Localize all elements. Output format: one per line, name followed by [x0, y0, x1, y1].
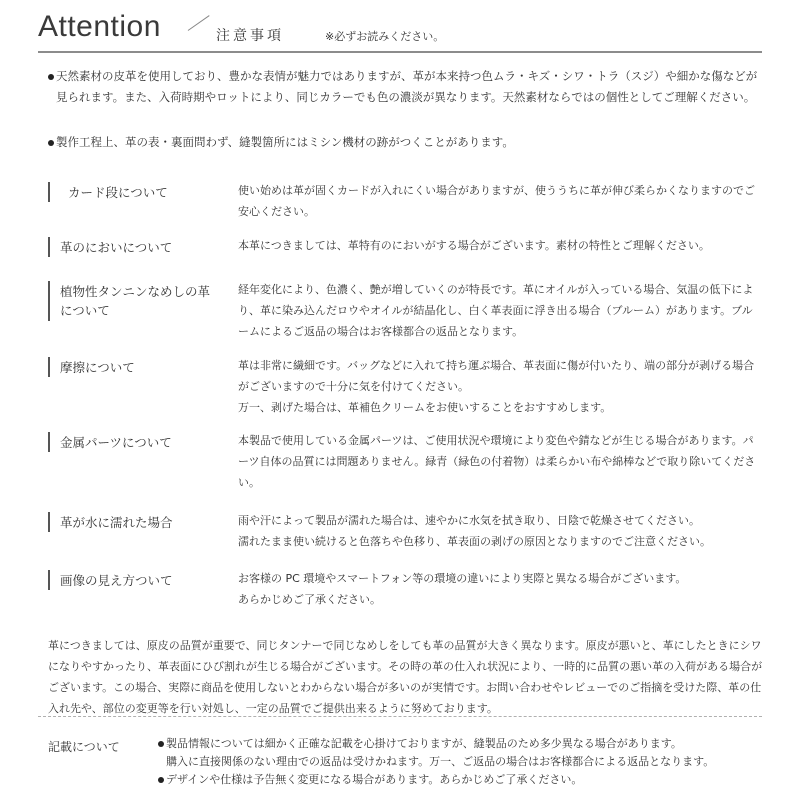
title-slash: [188, 15, 210, 31]
row-label: 革が水に濡れた場合: [60, 515, 173, 530]
row-desc: 使い始めは革が固くカードが入れにくい場合がありますが、使ううちに革が伸び柔らかくなりますのでご安心ください。: [238, 184, 755, 218]
row-marker: [48, 281, 50, 321]
row-desc: 本革につきましては、革特有のにおいがする場合がございます。素材の特性とご理解ください。: [238, 239, 710, 252]
row-label: 金属パーツについて: [60, 435, 172, 450]
page-subtitle: 注意事項: [216, 28, 284, 44]
row-marker: [48, 570, 50, 590]
row-label: 植物性タンニンなめしの革について: [60, 284, 211, 318]
bullet-text: 天然素材の皮革を使用しており、豊かな表情が魅力ではありますが、革が本来持つ色ムラ・キズ・シワ・トラ（スジ）や細かな傷などが見られます。また、入荷時期やロットにより、同じカラーでも色の濃淡が異なります。天然素材ならではの個性としてご理解ください。: [56, 69, 758, 104]
bullet-dot-icon: [48, 74, 54, 80]
row-marker: [48, 182, 50, 202]
row-desc: お客様の PC 環境やスマートフォン等の環境の違いにより実際と異なる場合がございます。 あらかじめご了承ください。: [238, 572, 687, 606]
header-divider: [38, 51, 762, 53]
row-desc: 本製品で使用している金属パーツは、ご使用状況や環境により変色や錆などが生じる場合があります。パーツ自体の品質には問題ありません。緑青（緑色の付着物）は柔らかい布や綿棒などで取り除いてください。: [238, 434, 756, 489]
row-desc: 革は非常に繊細です。バッグなどに入れて持ち運ぶ場合、革表面に傷が付いたり、端の部分が剥げる場合がございますので十分に気を付けてください。 万一、剥げた場合は、革補色クリームをお使いすることをおすすめします。: [238, 359, 755, 414]
read-notice: ※必ずお読みください。: [325, 30, 445, 43]
row-label: 画像の見え方ついて: [60, 573, 173, 588]
row-label: 摩擦について: [60, 360, 135, 375]
footer-line: 購入に直接関係のない理由での返品は受けかねます。万一、ご返品の場合はお客様都合による返品となります。: [166, 755, 715, 768]
row-desc: 雨や汗によって製品が濡れた場合は、速やかに水気を拭き取り、日陰で乾燥させてください。 濡れたまま使い続けると色落ちや色移り、革表面の剥げの原因となりますのでご注意ください。: [238, 514, 711, 548]
page-title: Attention: [38, 10, 161, 43]
row-label: 革のにおいについて: [60, 240, 173, 255]
row-label: カード段について: [68, 185, 168, 200]
footer-label: 記載について: [48, 740, 120, 754]
bullet-dot-icon: [158, 777, 164, 783]
bullet-dot-icon: [158, 741, 164, 747]
leather-quality-paragraph: 革につきましては、原皮の品質が重要で、同じタンナーで同じなめしをしても革の品質が大きく異なります。原皮が悪いと、革にしたときにシワになりやすかったり、革表面にひび割れが生じる場合がございます。その時の革の仕入れ状況により、一時的に品質の悪い革の入荷がある場合がございます。この場合、実際に商品を使用しないとわからない場合が多いのが実情です。お問い合わせやレビューでのご指摘を受けた際、革の仕入れ先や、部位の変更等を行い対処し、一定の品質でご提供出来るように努めております。: [48, 639, 763, 715]
row-desc: 経年変化により、色濃く、艶が増していくのが特長です。革にオイルが入っている場合、気温の低下により、革に染み込んだロウやオイルが結晶化し、白く革表面に浮き出る場合（ブルーム）があります。ブルームによるご返品の場合はお客様都合の返品となります。: [238, 283, 754, 338]
bullet-text: 製作工程上、革の表・裏面問わず、縫製箇所にはミシン機材の跡がつくことがあります。: [56, 135, 514, 149]
row-marker: [48, 357, 50, 377]
row-marker: [48, 512, 50, 532]
row-marker: [48, 432, 50, 452]
dashed-divider: [38, 716, 762, 717]
footer-line: デザインや仕様は予告無く変更になる場合があります。あらかじめご了承ください。: [166, 773, 583, 786]
header: [38, 8, 762, 48]
row-marker: [48, 237, 50, 257]
footer-line: 製品情報については細かく正確な記載を心掛けておりますが、縫製品のため多少異なる場合があります。: [166, 737, 682, 750]
bullet-dot-icon: [48, 140, 54, 146]
